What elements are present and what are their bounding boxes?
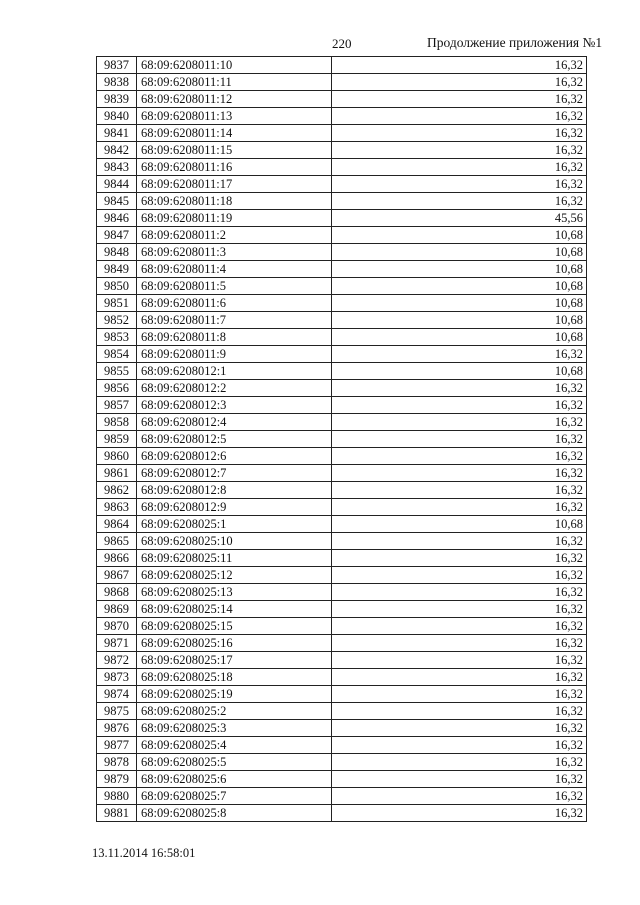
value-cell: 16,32 [332, 346, 587, 362]
row-number-cell: 9876 [97, 720, 137, 736]
value-cell: 10,68 [332, 329, 587, 345]
row-number-cell: 9879 [97, 771, 137, 787]
cadastral-number-cell: 68:09:6208011:11 [137, 74, 332, 90]
value-cell: 16,32 [332, 805, 587, 821]
row-number-cell: 9871 [97, 635, 137, 651]
cadastral-number-cell: 68:09:6208025:1 [137, 516, 332, 532]
table-row [97, 737, 587, 754]
row-number-cell: 9877 [97, 737, 137, 753]
row-number-cell: 9855 [97, 363, 137, 379]
table-row [97, 771, 587, 788]
value-cell: 10,68 [332, 516, 587, 532]
table-row [97, 244, 587, 261]
table-row [97, 193, 587, 210]
row-number-cell: 9867 [97, 567, 137, 583]
value-cell: 16,32 [332, 669, 587, 685]
table-row [97, 261, 587, 278]
table-row [97, 567, 587, 584]
cadastral-number-cell: 68:09:6208025:2 [137, 703, 332, 719]
table-row [97, 686, 587, 703]
cadastral-number-cell: 68:09:6208011:6 [137, 295, 332, 311]
cadastral-number-cell: 68:09:6208011:12 [137, 91, 332, 107]
value-cell: 16,32 [332, 703, 587, 719]
value-cell: 16,32 [332, 567, 587, 583]
table-row [97, 414, 587, 431]
row-number-cell: 9839 [97, 91, 137, 107]
row-number-cell: 9841 [97, 125, 137, 141]
row-number-cell: 9856 [97, 380, 137, 396]
row-number-cell: 9868 [97, 584, 137, 600]
cadastral-number-cell: 68:09:6208011:3 [137, 244, 332, 260]
value-cell: 16,32 [332, 414, 587, 430]
row-number-cell: 9866 [97, 550, 137, 566]
value-cell: 16,32 [332, 142, 587, 158]
table-row [97, 635, 587, 652]
row-number-cell: 9860 [97, 448, 137, 464]
cadastral-number-cell: 68:09:6208025:16 [137, 635, 332, 651]
cadastral-number-cell: 68:09:6208025:13 [137, 584, 332, 600]
cadastral-number-cell: 68:09:6208011:15 [137, 142, 332, 158]
cadastral-number-cell: 68:09:6208025:7 [137, 788, 332, 804]
row-number-cell: 9854 [97, 346, 137, 362]
value-cell: 10,68 [332, 244, 587, 260]
row-number-cell: 9840 [97, 108, 137, 124]
table-row [97, 788, 587, 805]
value-cell: 16,32 [332, 754, 587, 770]
value-cell: 45,56 [332, 210, 587, 226]
cadastral-number-cell: 68:09:6208025:10 [137, 533, 332, 549]
row-number-cell: 9862 [97, 482, 137, 498]
value-cell: 16,32 [332, 635, 587, 651]
cadastral-number-cell: 68:09:6208011:16 [137, 159, 332, 175]
row-number-cell: 9853 [97, 329, 137, 345]
cadastral-number-cell: 68:09:6208011:10 [137, 57, 332, 73]
data-table [96, 56, 587, 822]
row-number-cell: 9843 [97, 159, 137, 175]
table-row [97, 754, 587, 771]
table-row [97, 397, 587, 414]
cadastral-number-cell: 68:09:6208025:6 [137, 771, 332, 787]
row-number-cell: 9872 [97, 652, 137, 668]
value-cell: 16,32 [332, 176, 587, 192]
row-number-cell: 9838 [97, 74, 137, 90]
table-row [97, 142, 587, 159]
table-row [97, 176, 587, 193]
table-row [97, 159, 587, 176]
table-row [97, 669, 587, 686]
value-cell: 16,32 [332, 618, 587, 634]
cadastral-number-cell: 68:09:6208025:17 [137, 652, 332, 668]
row-number-cell: 9878 [97, 754, 137, 770]
row-number-cell: 9850 [97, 278, 137, 294]
row-number-cell: 9881 [97, 805, 137, 821]
table-row [97, 652, 587, 669]
footer-timestamp: 13.11.2014 16:58:01 [92, 846, 196, 860]
row-number-cell: 9859 [97, 431, 137, 447]
value-cell: 10,68 [332, 261, 587, 277]
cadastral-number-cell: 68:09:6208012:1 [137, 363, 332, 379]
table-row [97, 346, 587, 363]
table-row [97, 601, 587, 618]
table-row [97, 329, 587, 346]
cadastral-number-cell: 68:09:6208025:4 [137, 737, 332, 753]
cadastral-number-cell: 68:09:6208011:8 [137, 329, 332, 345]
cadastral-number-cell: 68:09:6208012:9 [137, 499, 332, 515]
table-row [97, 380, 587, 397]
table-row [97, 363, 587, 380]
cadastral-number-cell: 68:09:6208011:5 [137, 278, 332, 294]
value-cell: 10,68 [332, 363, 587, 379]
value-cell: 16,32 [332, 431, 587, 447]
value-cell: 16,32 [332, 584, 587, 600]
table-row [97, 108, 587, 125]
row-number-cell: 9852 [97, 312, 137, 328]
cadastral-number-cell: 68:09:6208025:14 [137, 601, 332, 617]
cadastral-number-cell: 68:09:6208025:15 [137, 618, 332, 634]
value-cell: 16,32 [332, 91, 587, 107]
value-cell: 10,68 [332, 278, 587, 294]
table-row [97, 703, 587, 720]
value-cell: 16,32 [332, 380, 587, 396]
value-cell: 16,32 [332, 448, 587, 464]
cadastral-number-cell: 68:09:6208012:6 [137, 448, 332, 464]
table-row [97, 499, 587, 516]
row-number-cell: 9846 [97, 210, 137, 226]
row-number-cell: 9870 [97, 618, 137, 634]
table-row [97, 584, 587, 601]
cadastral-number-cell: 68:09:6208025:5 [137, 754, 332, 770]
row-number-cell: 9842 [97, 142, 137, 158]
table-row [97, 465, 587, 482]
table-row [97, 550, 587, 567]
cadastral-number-cell: 68:09:6208025:8 [137, 805, 332, 821]
cadastral-number-cell: 68:09:6208012:4 [137, 414, 332, 430]
cadastral-number-cell: 68:09:6208011:17 [137, 176, 332, 192]
value-cell: 16,32 [332, 125, 587, 141]
row-number-cell: 9873 [97, 669, 137, 685]
value-cell: 16,32 [332, 482, 587, 498]
row-number-cell: 9863 [97, 499, 137, 515]
row-number-cell: 9844 [97, 176, 137, 192]
cadastral-number-cell: 68:09:6208011:4 [137, 261, 332, 277]
table-row [97, 227, 587, 244]
value-cell: 16,32 [332, 397, 587, 413]
cadastral-number-cell: 68:09:6208011:13 [137, 108, 332, 124]
table-row [97, 431, 587, 448]
value-cell: 16,32 [332, 771, 587, 787]
row-number-cell: 9865 [97, 533, 137, 549]
table-row [97, 805, 587, 822]
row-number-cell: 9849 [97, 261, 137, 277]
table-row [97, 210, 587, 227]
cadastral-number-cell: 68:09:6208012:8 [137, 482, 332, 498]
row-number-cell: 9864 [97, 516, 137, 532]
row-number-cell: 9861 [97, 465, 137, 481]
cadastral-number-cell: 68:09:6208011:7 [137, 312, 332, 328]
table-row [97, 74, 587, 91]
row-number-cell: 9875 [97, 703, 137, 719]
table-row [97, 720, 587, 737]
cadastral-number-cell: 68:09:6208025:11 [137, 550, 332, 566]
value-cell: 16,32 [332, 57, 587, 73]
cadastral-number-cell: 68:09:6208011:9 [137, 346, 332, 362]
value-cell: 16,32 [332, 159, 587, 175]
value-cell: 16,32 [332, 737, 587, 753]
page-number: 220 [332, 36, 352, 51]
value-cell: 16,32 [332, 499, 587, 515]
cadastral-number-cell: 68:09:6208011:2 [137, 227, 332, 243]
row-number-cell: 9851 [97, 295, 137, 311]
value-cell: 16,32 [332, 465, 587, 481]
table-row [97, 618, 587, 635]
cadastral-number-cell: 68:09:6208011:18 [137, 193, 332, 209]
table-row [97, 312, 587, 329]
page-caption: Продолжение приложения №1 [427, 35, 603, 50]
row-number-cell: 9869 [97, 601, 137, 617]
cadastral-number-cell: 68:09:6208012:5 [137, 431, 332, 447]
table-row [97, 295, 587, 312]
cadastral-number-cell: 68:09:6208012:7 [137, 465, 332, 481]
table-row [97, 278, 587, 295]
table-row [97, 57, 587, 74]
value-cell: 16,32 [332, 108, 587, 124]
row-number-cell: 9837 [97, 57, 137, 73]
value-cell: 10,68 [332, 227, 587, 243]
row-number-cell: 9847 [97, 227, 137, 243]
table-row [97, 533, 587, 550]
row-number-cell: 9857 [97, 397, 137, 413]
value-cell: 16,32 [332, 193, 587, 209]
cadastral-number-cell: 68:09:6208025:3 [137, 720, 332, 736]
cadastral-number-cell: 68:09:6208025:19 [137, 686, 332, 702]
cadastral-number-cell: 68:09:6208011:19 [137, 210, 332, 226]
table-row [97, 516, 587, 533]
value-cell: 16,32 [332, 533, 587, 549]
value-cell: 16,32 [332, 601, 587, 617]
row-number-cell: 9845 [97, 193, 137, 209]
table-row [97, 448, 587, 465]
table-row [97, 482, 587, 499]
cadastral-number-cell: 68:09:6208025:12 [137, 567, 332, 583]
value-cell: 10,68 [332, 295, 587, 311]
row-number-cell: 9848 [97, 244, 137, 260]
cadastral-number-cell: 68:09:6208011:14 [137, 125, 332, 141]
cadastral-number-cell: 68:09:6208012:3 [137, 397, 332, 413]
value-cell: 16,32 [332, 720, 587, 736]
value-cell: 16,32 [332, 652, 587, 668]
value-cell: 16,32 [332, 686, 587, 702]
row-number-cell: 9880 [97, 788, 137, 804]
table-row [97, 91, 587, 108]
row-number-cell: 9874 [97, 686, 137, 702]
table-row [97, 125, 587, 142]
row-number-cell: 9858 [97, 414, 137, 430]
value-cell: 16,32 [332, 788, 587, 804]
value-cell: 10,68 [332, 312, 587, 328]
value-cell: 16,32 [332, 74, 587, 90]
value-cell: 16,32 [332, 550, 587, 566]
cadastral-number-cell: 68:09:6208012:2 [137, 380, 332, 396]
cadastral-number-cell: 68:09:6208025:18 [137, 669, 332, 685]
